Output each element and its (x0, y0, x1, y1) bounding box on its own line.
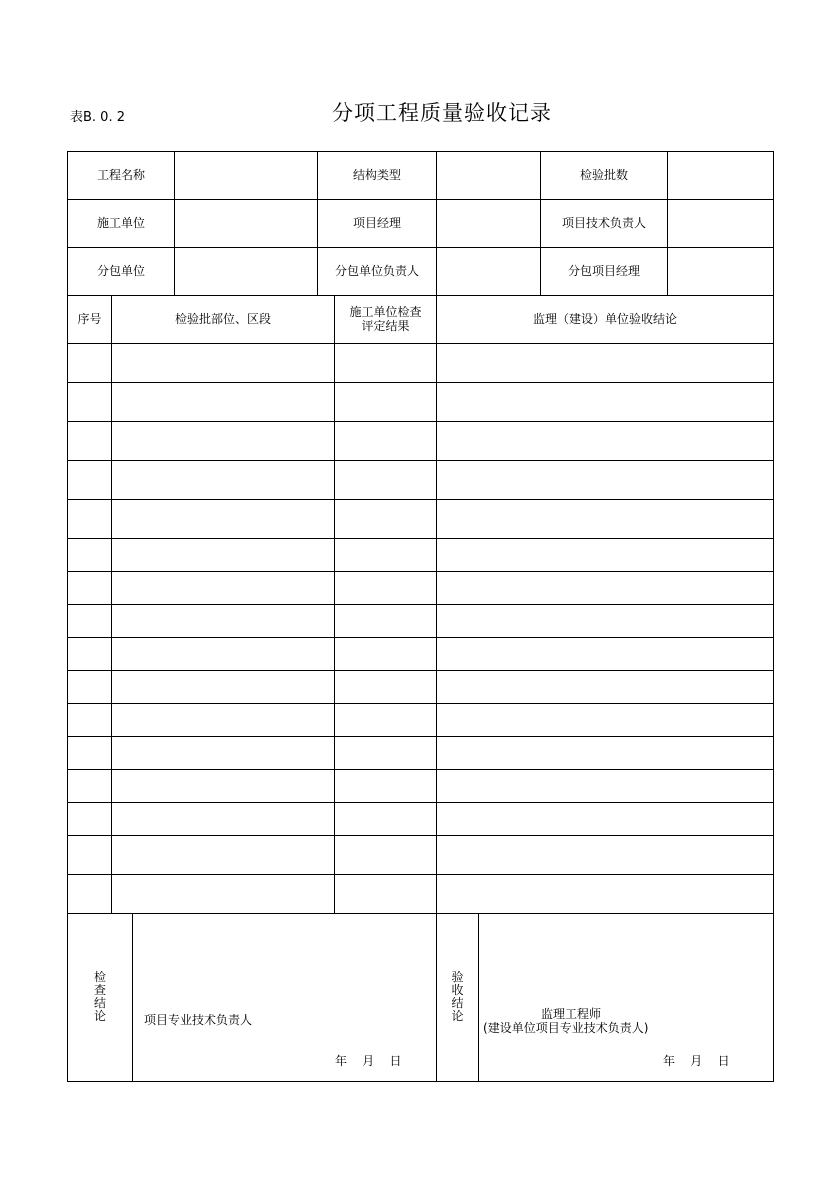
table-row (68, 803, 774, 836)
contractor-result-cell[interactable] (335, 539, 437, 572)
seq-cell[interactable] (68, 539, 112, 572)
location-cell[interactable] (112, 344, 335, 383)
location-cell[interactable] (112, 671, 335, 704)
subcontractor-label: 分包单位 (68, 248, 175, 296)
location-cell[interactable] (112, 500, 335, 539)
info-row-subcontractor (68, 248, 774, 296)
acceptance-conclusion-label: 验收结论 (451, 970, 464, 1024)
location-cell[interactable] (112, 770, 335, 803)
supervisor-conclusion-cell[interactable] (437, 875, 774, 914)
supervisor-conclusion-cell[interactable] (437, 344, 774, 383)
table-row (68, 836, 774, 875)
info-row-project (68, 152, 774, 200)
seq-cell[interactable] (68, 671, 112, 704)
inspection-date-label: 年 月 日 (335, 1054, 402, 1068)
contractor-result-cell[interactable] (335, 638, 437, 671)
location-cell[interactable] (112, 803, 335, 836)
seq-cell[interactable] (68, 572, 112, 605)
seq-cell[interactable] (68, 875, 112, 914)
column-header-contractor-result (335, 296, 437, 344)
inspection-conclusion-cell[interactable] (133, 914, 437, 1082)
acceptance-conclusion-cell[interactable] (479, 914, 774, 1082)
location-cell[interactable] (112, 737, 335, 770)
inspection-batch-count-label: 检验批数 (541, 152, 668, 200)
seq-cell[interactable] (68, 836, 112, 875)
contractor-result-cell[interactable] (335, 500, 437, 539)
table-row (68, 344, 774, 383)
subcontractor-lead-label: 分包单位负责人 (318, 248, 437, 296)
technical-lead-field[interactable] (668, 200, 774, 248)
table-row (68, 737, 774, 770)
contractor-result-cell[interactable] (335, 875, 437, 914)
form-code: 表B. 0. 2 (70, 110, 125, 125)
contractor-result-cell[interactable] (335, 605, 437, 638)
project-name-field[interactable] (175, 152, 318, 200)
structure-type-field[interactable] (437, 152, 541, 200)
supervisor-conclusion-cell[interactable] (437, 422, 774, 461)
inspection-conclusion-label-cell (68, 914, 133, 1082)
contractor-result-cell[interactable] (335, 461, 437, 500)
location-cell[interactable] (112, 638, 335, 671)
supervisor-conclusion-cell[interactable] (437, 638, 774, 671)
location-cell[interactable] (112, 704, 335, 737)
location-cell[interactable] (112, 605, 335, 638)
column-header-contractor-result-line1: 施工单位检查 (349, 305, 422, 320)
seq-cell[interactable] (68, 704, 112, 737)
supervisor-conclusion-cell[interactable] (437, 704, 774, 737)
contractor-result-cell[interactable] (335, 383, 437, 422)
contractor-result-cell[interactable] (335, 572, 437, 605)
project-manager-label: 项目经理 (318, 200, 437, 248)
seq-cell[interactable] (68, 383, 112, 422)
table-header-row (68, 296, 774, 344)
project-manager-field[interactable] (437, 200, 541, 248)
supervisor-conclusion-cell[interactable] (437, 572, 774, 605)
form-title: 分项工程质量验收记录 (332, 101, 552, 125)
supervisor-conclusion-cell[interactable] (437, 671, 774, 704)
contractor-result-cell[interactable] (335, 422, 437, 461)
supervisor-conclusion-cell[interactable] (437, 737, 774, 770)
contractor-signer-label: 项目专业技术负责人 (144, 1013, 253, 1027)
quality-acceptance-table (67, 151, 774, 1082)
supervisor-conclusion-cell[interactable] (437, 500, 774, 539)
contractor-result-cell[interactable] (335, 836, 437, 875)
info-row-construction (68, 200, 774, 248)
table-row (68, 605, 774, 638)
table-row (68, 572, 774, 605)
subcontractor-pm-label: 分包项目经理 (541, 248, 668, 296)
seq-cell[interactable] (68, 422, 112, 461)
seq-cell[interactable] (68, 737, 112, 770)
supervisor-conclusion-cell[interactable] (437, 383, 774, 422)
seq-cell[interactable] (68, 344, 112, 383)
supervisor-conclusion-cell[interactable] (437, 605, 774, 638)
location-cell[interactable] (112, 383, 335, 422)
supervisor-conclusion-cell[interactable] (437, 770, 774, 803)
supervisor-signer-label: 监理工程师 (541, 1007, 602, 1021)
table-row (68, 539, 774, 572)
table-row (68, 461, 774, 500)
seq-cell[interactable] (68, 803, 112, 836)
supervisor-conclusion-cell[interactable] (437, 461, 774, 500)
location-cell[interactable] (112, 836, 335, 875)
construction-unit-field[interactable] (175, 200, 318, 248)
seq-cell[interactable] (68, 638, 112, 671)
inspection-batch-count-field[interactable] (668, 152, 774, 200)
subcontractor-lead-field[interactable] (437, 248, 541, 296)
seq-cell[interactable] (68, 605, 112, 638)
acceptance-date-label: 年 月 日 (663, 1054, 730, 1068)
table-row (68, 383, 774, 422)
location-cell[interactable] (112, 875, 335, 914)
seq-cell[interactable] (68, 770, 112, 803)
column-header-location: 检验批部位、区段 (112, 296, 335, 344)
table-row (68, 770, 774, 803)
column-header-supervisor-conclusion: 监理（建设）单位验收结论 (437, 296, 774, 344)
inspection-conclusion-label: 检查结论 (93, 970, 106, 1024)
technical-lead-label: 项目技术负责人 (541, 200, 668, 248)
column-header-contractor-result-line2: 评定结果 (361, 318, 410, 333)
supervisor-conclusion-cell[interactable] (437, 539, 774, 572)
table-row (68, 422, 774, 461)
location-cell[interactable] (112, 422, 335, 461)
subcontractor-pm-field[interactable] (668, 248, 774, 296)
acceptance-conclusion-label-cell (437, 914, 479, 1082)
construction-unit-label: 施工单位 (68, 200, 175, 248)
table-row (68, 875, 774, 914)
structure-type-label: 结构类型 (318, 152, 437, 200)
seq-cell[interactable] (68, 500, 112, 539)
contractor-result-cell[interactable] (335, 803, 437, 836)
supervisor-conclusion-cell[interactable] (437, 836, 774, 875)
table-row (68, 671, 774, 704)
contractor-result-cell[interactable] (335, 770, 437, 803)
column-header-seq: 序号 (68, 296, 112, 344)
project-name-label: 工程名称 (68, 152, 175, 200)
contractor-result-cell[interactable] (335, 671, 437, 704)
subcontractor-field[interactable] (175, 248, 318, 296)
table-row (68, 500, 774, 539)
location-cell[interactable] (112, 539, 335, 572)
contractor-result-cell[interactable] (335, 344, 437, 383)
location-cell[interactable] (112, 461, 335, 500)
supervisor-conclusion-cell[interactable] (437, 803, 774, 836)
conclusion-row (68, 914, 774, 1082)
contractor-result-cell[interactable] (335, 737, 437, 770)
table-row (68, 704, 774, 737)
table-row (68, 638, 774, 671)
seq-cell[interactable] (68, 461, 112, 500)
contractor-result-cell[interactable] (335, 704, 437, 737)
location-cell[interactable] (112, 572, 335, 605)
supervisor-signer-sub-label: (建设单位项目专业技术负责人) (483, 1021, 649, 1035)
